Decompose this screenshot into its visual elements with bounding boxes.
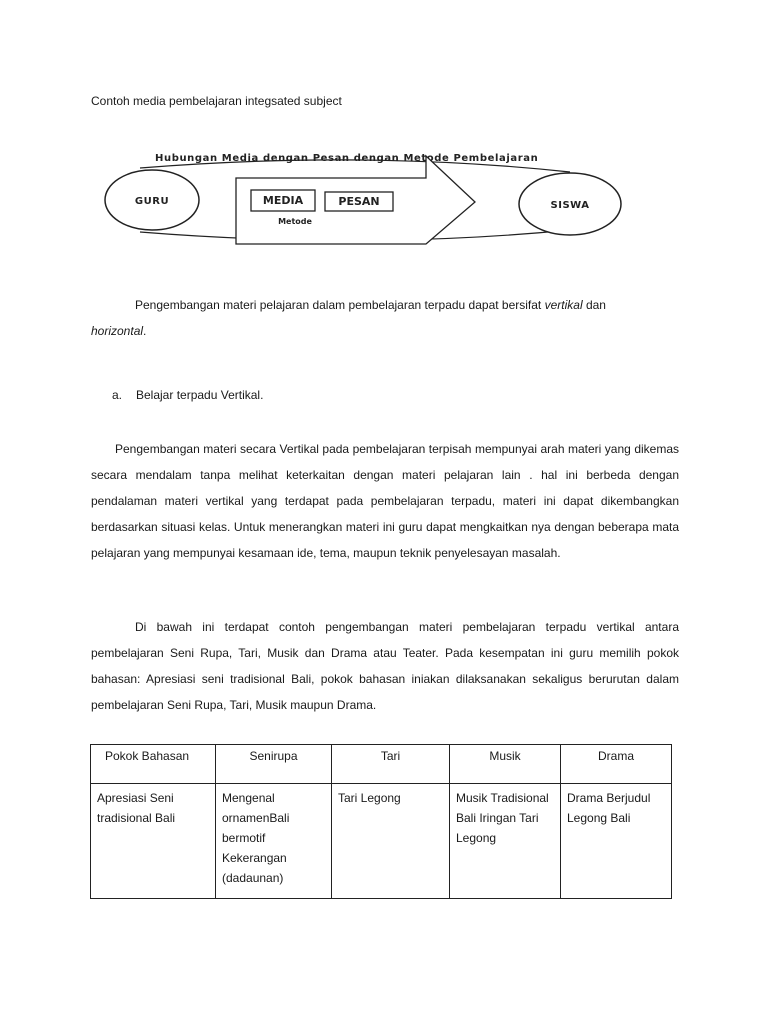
paragraph-3 — [91, 614, 679, 718]
media-box-label: MEDIA — [262, 194, 304, 207]
table-header: Musik — [450, 745, 561, 784]
list-marker: a. — [112, 388, 123, 402]
table-header: Pokok Bahasan — [91, 745, 216, 784]
pesan-box-label: PESAN — [338, 195, 380, 208]
siswa-label: SISWA — [550, 200, 590, 211]
paragraph-1-italic-horizontal: horizontal — [91, 324, 144, 338]
materi-table — [90, 744, 672, 899]
table-row — [91, 784, 672, 899]
guru-label: GURU — [134, 196, 170, 207]
table-cell: Apresiasi Seni tradisional Bali — [91, 784, 216, 899]
table-header: Drama — [561, 745, 672, 784]
table-header-row — [91, 745, 672, 784]
paragraph-1 — [91, 292, 679, 344]
paragraph-1-italic-vertikal: vertikal — [544, 298, 583, 312]
paragraph-1-text-c: . — [143, 324, 147, 338]
page-heading: Contoh media pembelajaran integsated subject — [91, 94, 342, 108]
table-header: Tari — [332, 745, 450, 784]
paragraph-1-text-b: dan — [582, 298, 606, 312]
paragraph-1-text-a: Pengembangan materi pelajaran dalam pembelajaran terpadu dapat bersifat — [135, 298, 545, 312]
list-item-a — [112, 388, 263, 402]
diagram-title: Hubungan Media dengan Pesan dengan Metode Pembelajaran — [155, 153, 539, 164]
list-item-text: Belajar terpadu Vertikal. — [136, 388, 264, 402]
paragraph-2: Pengembangan materi secara Vertikal pada pembelajaran terpisah mempunyai arah materi yang dikemas secara mendalam tanpa melihat keterkaitan dengan materi pelajaran lain . hal ini berbeda dengan pendalaman materi vertikal yang terdapat pada pembelajaran terpadu, materi ini dapat dikembangkan berdasarkan situasi kelas. Untuk menerangkan materi ini guru dapat mengkaitkan nya dengan beberapa mata pelajaran yang mempunyai kesamaan ide, tema, maupun teknik penyelesayan masalah. — [91, 442, 679, 560]
table-cell: Tari Legong — [332, 784, 450, 899]
paragraph-3-text: Di bawah ini terdapat contoh pengembangan materi pembelajaran terpadu vertikal antara pembelajaran Seni Rupa, Tari, Musik dan Drama atau Teater. Pada kesempatan ini guru memilih pokok bahasan: Apresiasi seni tradisional Bali, pokok bahasan iniakan dilaksanakan sekaligus berurutan dalam pembelajaran Seni Rupa, Tari, Musik maupun Drama. — [91, 620, 679, 712]
metode-label: Metode — [278, 217, 312, 226]
media-diagram — [100, 148, 630, 248]
table-cell: Musik Tradisional Bali Iringan Tari Legong — [450, 784, 561, 899]
table-header: Senirupa — [216, 745, 332, 784]
table-cell: Drama Berjudul Legong Bali — [561, 784, 672, 899]
table-cell: Mengenal ornamenBali bermotif Kekerangan (dadaunan) — [216, 784, 332, 899]
